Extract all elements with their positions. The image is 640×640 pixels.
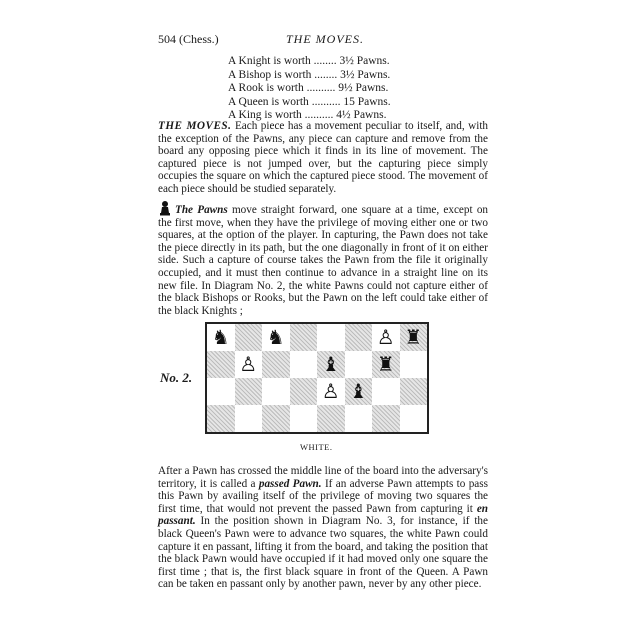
value-amount: 3½ Pawns.: [339, 55, 390, 67]
black-bishop-1: ♝: [321, 352, 340, 376]
pawns-heading: The Pawns: [175, 204, 228, 216]
value-label: A Queen is worth: [228, 95, 309, 108]
black-knight-1: ♞: [211, 325, 230, 349]
board-square: [345, 351, 373, 378]
board-square: [400, 351, 428, 378]
board-square: [290, 405, 318, 432]
board-square: [235, 405, 263, 432]
value-row: [228, 96, 391, 110]
board-square: [345, 405, 373, 432]
value-dots: ........: [314, 68, 338, 81]
diagram-caption: WHITE.: [300, 442, 333, 452]
board-square: [345, 324, 373, 351]
value-amount: 4½ Pawns.: [336, 109, 387, 121]
moves-body: Each piece has a movement peculiar to itself, and, with the exception of the Pawns, any piece can capture and remove from the board any opposing piece which it finds in its line of movement. The captured piece is not jumped over, but the capturing piece simply occupies the square on which the captured piece stood. The movement of each piece should be studied separately.: [158, 120, 489, 195]
passed-body-c: In the position shown in Diagram No. 3, for instance, if the black Queen's Pawn were to advance two squares, the white Pawn could capture it en passant, lifting it from the board, and taking the position that the black Pawn would have occupied if it had moved only one square the first time ; that is, the first black square in front of the Queen. A Pawn can be taken en passant only by another pawn, never by any other piece.: [158, 515, 488, 591]
board-square: [207, 378, 235, 405]
black-bishop-2: ♝: [349, 379, 368, 403]
value-amount: 3½ Pawns.: [340, 68, 391, 81]
pawns-body: move straight forward, one square at a time, except on the first move, when they have the privilege of moving either one or two squares, at the option of the player. In capturing, the Pawn does not take the piece directly in its path, but the one diagonally in front of it on either side. Such a capture of course takes the Pawn from the file it originally occupied, and it must then continue to advance in a straight line on its new file. In Diagram No. 2, the white Pawns could not capture either of the black Bishops or Rooks, but the Pawn on the left could take either of the black Knights ;: [158, 204, 489, 317]
value-dots: ..........: [306, 82, 336, 94]
board-square: [317, 324, 345, 351]
board-square: [207, 351, 235, 378]
value-dots: ..........: [304, 109, 334, 121]
white-pawn-1: ♙: [376, 325, 395, 349]
pawn-icon: [158, 200, 172, 216]
value-dots: ........: [313, 55, 337, 67]
board-square: [290, 351, 318, 378]
board-square: [400, 405, 428, 432]
value-amount: 15 Pawns.: [343, 95, 391, 108]
white-pawn-3: ♙: [321, 379, 340, 403]
value-row: [228, 69, 391, 83]
diagram-label: No. 2.: [160, 370, 193, 385]
board-square: [262, 405, 290, 432]
page-reference: 504 (Chess.): [158, 32, 219, 46]
value-row: [228, 82, 391, 96]
value-label: A Knight is worth: [228, 55, 311, 67]
running-title: THE MOVES.: [286, 32, 364, 46]
page-header: [158, 32, 488, 48]
board-square: [207, 405, 235, 432]
pawns-paragraph: [158, 200, 488, 317]
board-square: [317, 405, 345, 432]
board-square: [290, 378, 318, 405]
board-square: [400, 378, 428, 405]
black-rook-1: ♜: [404, 325, 423, 349]
piece-values-table: [228, 55, 391, 123]
moves-paragraph: [158, 120, 488, 196]
en-passant-term: en passant.: [158, 502, 489, 528]
passed-pawn-term: passed Pawn.: [258, 477, 322, 490]
board-square: [235, 324, 263, 351]
passed-pawn-paragraph: [158, 465, 488, 591]
white-pawn-2: ♙: [239, 352, 258, 376]
value-label: A Bishop is worth: [228, 68, 312, 81]
chess-diagram: [205, 322, 429, 442]
board-square: [235, 378, 263, 405]
board-square: [290, 324, 318, 351]
board-square: [262, 378, 290, 405]
board-square: [372, 378, 400, 405]
value-row: [228, 55, 391, 69]
passed-body-b: If an adverse Pawn attempts to pass this Pawn by availing itself of the privilege of moving two squares the first time, that would not prevent the passed Pawn from capturing it: [158, 477, 488, 515]
moves-heading: THE MOVES.: [158, 120, 232, 132]
value-dots: ..........: [311, 95, 341, 108]
value-amount: 9½ Pawns.: [338, 82, 389, 94]
board-square: [262, 351, 290, 378]
value-label: A King is worth: [228, 109, 302, 121]
board-square: [372, 405, 400, 432]
black-knight-2: ♞: [266, 325, 285, 349]
value-label: A Rook is worth: [228, 82, 304, 94]
passed-body-a: After a Pawn has crossed the middle line of the board into the adversary's territory, it is called a: [158, 465, 488, 490]
chess-board: [205, 322, 429, 434]
black-rook-2: ♜: [376, 352, 395, 376]
